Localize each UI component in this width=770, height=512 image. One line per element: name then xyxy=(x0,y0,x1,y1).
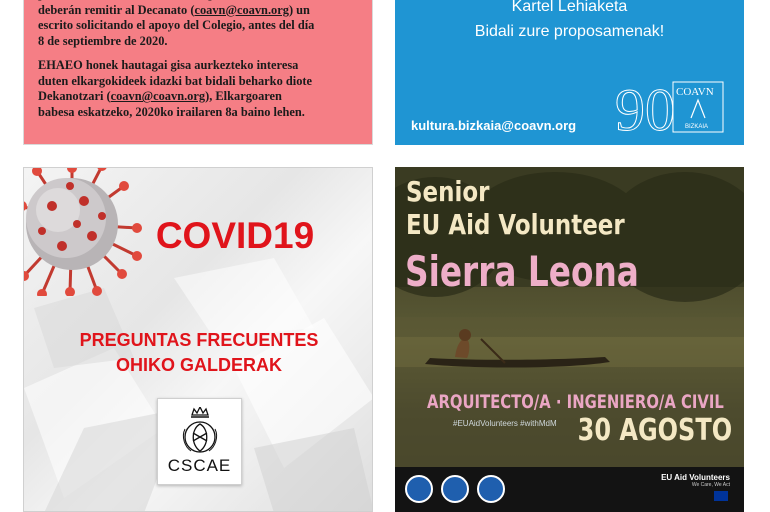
hashtags: #EUAidVolunteers #withMdM xyxy=(453,419,557,428)
notice-eu-line4: babesa eskatzeko, 2020ko irailaren 8a baino lehen. xyxy=(38,104,305,119)
notice-eu-line1: EHAEO honek hautagai gisa aurkezteko interesa xyxy=(38,58,299,72)
covid-title: COVID19 xyxy=(155,215,315,256)
candidacy-notice-card xyxy=(23,0,373,145)
contest-email-link[interactable]: kultura.bizkaia@coavn.org xyxy=(411,118,577,133)
profession-line: ARQUITECTO/A · INGENIERO/A CIVIL xyxy=(427,391,724,413)
eu-aid-volunteer-card[interactable] xyxy=(395,167,744,512)
cscae-text: CSCAE xyxy=(167,456,232,475)
faq-title-es: PREGUNTAS FRECUENTES xyxy=(79,330,319,350)
svg-text:BIZKAIA: BIZKAIA xyxy=(685,124,709,130)
notice-es-line4: 8 de septiembre de 2020. xyxy=(38,33,168,48)
eu-aid-volunteers-brand xyxy=(661,473,730,488)
covid-faq-card[interactable] xyxy=(23,167,373,512)
svg-text:90: 90 xyxy=(615,80,675,135)
headline-program: EU Aid Volunteer xyxy=(406,208,625,241)
notice-paragraph-es xyxy=(38,0,362,49)
brand-subtitle: We Care, We Act xyxy=(691,482,730,488)
deadline-date: 30 AGOSTO xyxy=(577,413,732,448)
notice-es-line2: deberán remitir al Decanato ( xyxy=(38,2,195,17)
cscae-logo[interactable] xyxy=(157,398,242,485)
partner-badge-icon xyxy=(477,475,505,503)
notice-es-line3: escrito solicitando el apoyo del Colegio, antes del día xyxy=(38,18,315,33)
notice-es-line1 xyxy=(38,0,300,1)
partner-badge-icon xyxy=(441,475,469,503)
headline-senior: Senior xyxy=(406,175,490,208)
notice-paragraph-eu xyxy=(38,58,362,120)
svg-text:COAVN: COAVN xyxy=(676,86,714,98)
faq-title-eu: OHIKO GALDERAK xyxy=(116,355,282,375)
contest-title: Kartel Lehiaketa xyxy=(511,0,628,15)
notice-es-line2-end: ) un xyxy=(288,2,310,17)
email-link-eu[interactable]: coavn@coavn.org xyxy=(110,89,206,104)
headline-country: Sierra Leona xyxy=(405,247,639,296)
partner-badge-icon xyxy=(405,475,433,503)
email-link-es[interactable]: coavn@coavn.org xyxy=(194,2,289,17)
coavn-90-logo xyxy=(615,80,727,135)
notice-eu-line2: duten elkargokideek idazki bat bidali beharko diote xyxy=(38,73,313,88)
contest-call: Bidali zure proposamenak! xyxy=(474,23,665,40)
notice-eu-line3-end: ), Elkargoaren xyxy=(205,89,282,104)
notice-eu-line3: Dekanotzari ( xyxy=(38,89,111,104)
crest-icon xyxy=(179,407,221,455)
poster-contest-card[interactable] xyxy=(395,0,744,145)
brand-title: EU Aid Volunteers xyxy=(661,473,730,482)
coronavirus-icon xyxy=(23,167,142,296)
partner-footer xyxy=(395,467,744,512)
